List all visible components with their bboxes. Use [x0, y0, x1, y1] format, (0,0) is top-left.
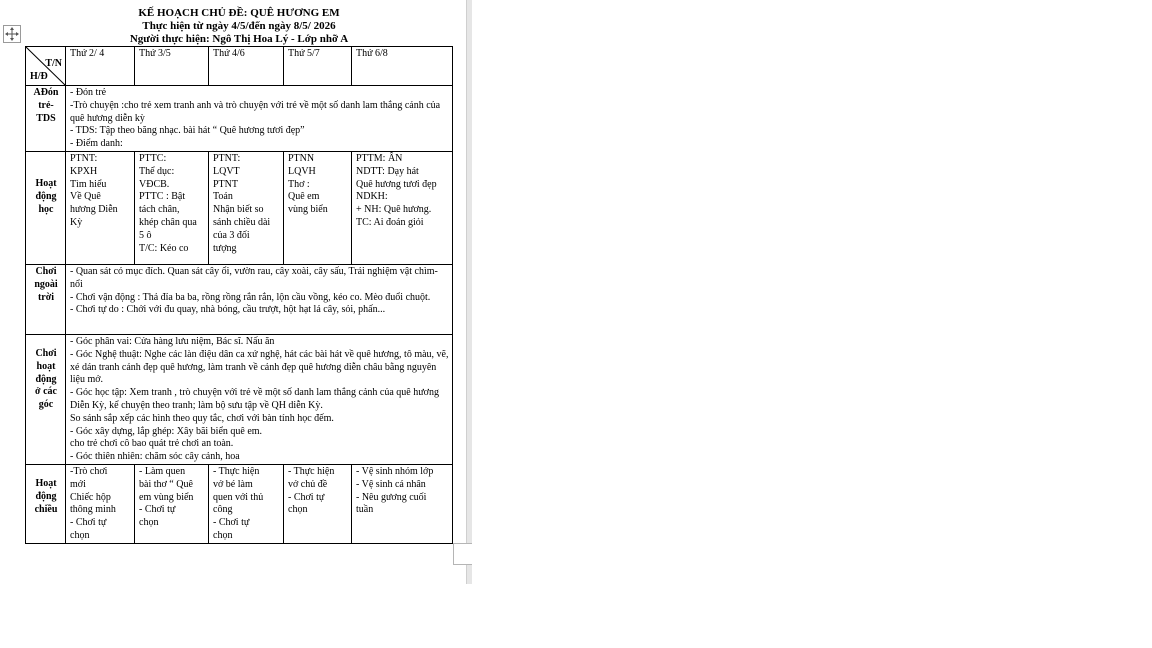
cell-choi-goc [66, 335, 453, 465]
text-line: - Điểm danh: [70, 138, 123, 150]
text-line: - TDS: Tập theo băng nhạc. bài hát “ Quê hương tươi đẹp” [70, 125, 305, 137]
table-move-handle-icon[interactable] [3, 25, 21, 43]
day-header-4: Thứ 5/7 [284, 47, 352, 86]
workspace-background [472, 0, 1152, 648]
text-line: - Chơi vận động : Thả đỉa ba ba, rồng rồng rắn rắn, lộn cầu vồng, kéo co. Mèo đuổi chuột. [70, 291, 431, 303]
plan-teacher: Người thực hiện: Ngô Thị Hoa Lý - Lớp nhỡ A [129, 33, 349, 45]
text-line: - Đón trẻ [70, 87, 107, 98]
text-line: - Góc Nghệ thuật: Nghe các làn điệu dân ca xứ nghệ, hát các bài hát về quê hương, tô màu, vẽ, xé dán tranh cảnh đẹp quê hương, làm tranh về cảnh đẹp quê hương diễn châu bằng nguyên liệu mở. [70, 348, 449, 386]
cell-chieu-thu-2: -Trò chơi mới Chiếc hộp thông minh - Chơi tự chọn [66, 464, 135, 543]
day-header-5: Thứ 6/8 [352, 47, 453, 86]
cell-hoc-thu-2: PTNT: KPXH Tìm hiểu Về Quê hương Diễn Kỳ [66, 152, 135, 265]
row-choi-ngoai-troi [26, 265, 453, 335]
text-line: cho trẻ chơi cô bao quát trẻ chơi an toàn. [70, 438, 234, 450]
row-choi-goc [26, 335, 453, 465]
row-don-tre [26, 86, 453, 152]
plan-dates: Thực hiện từ ngày 4/5/đến ngày 8/5/ 2026 [142, 20, 336, 32]
weekly-plan-table[interactable] [25, 46, 453, 544]
corner-top-label: T/N [45, 58, 62, 69]
text-line: -Trò chuyện :cho trẻ xem tranh anh và trò chuyện với trẻ về một số danh lam thắng cảnh của quê hương diễn kỳ [70, 99, 441, 124]
row-label-hoat-dong-chieu: Hoạt động chiều [26, 464, 66, 543]
cell-choi-ngoai-troi [66, 265, 453, 335]
text-line: - Góc xây dựng, lắp ghép: Xây bãi biển quê em. [70, 425, 263, 437]
table-header-row [26, 47, 453, 86]
text-line: - Góc phân vai: Cửa hàng lưu niệm, Bác sĩ. Nấu ăn [70, 336, 275, 347]
day-header-1: Thứ 2/ 4 [66, 47, 135, 86]
cell-don-tre [66, 86, 453, 152]
day-header-3: Thứ 4/6 [209, 47, 284, 86]
row-label-choi-ngoai-troi: Chơi ngoài trời [26, 265, 66, 335]
row-label-choi-goc: Chơi hoạt động ở các góc [26, 335, 66, 465]
corner-bottom-label: H/Đ [30, 71, 48, 83]
text-line: - Chơi tự do : Chởi với đu quay, nhà bóng, cầu trượt, hột hạt lá cây, sỏi, phấn... [70, 304, 386, 316]
row-label-don-tre: AĐón trẻ- TDS [26, 86, 66, 152]
cell-chieu-thu-4: - Thực hiện vở bé làm quen với thủ công - Chơi tự chọn [209, 464, 284, 543]
text-line: So sánh sắp xếp các hình theo quy tắc, chơi với bàn tính học đếm. [70, 412, 334, 424]
plan-title: KẾ HOẠCH CHỦ ĐỀ: QUÊ HƯƠNG EM [138, 7, 340, 19]
cell-hoc-thu-3: PTTC: Thể dục: VĐCB. PTTC : Bật tách chân, khép chân qua 5 ô T/C: Kéo co [135, 152, 209, 265]
cell-hoc-thu-6: PTTM: ÂN NDTT: Dạy hát Quê hương tươi đẹp NDKH: + NH: Quê hương. TC: Ai đoán giỏi [352, 152, 453, 265]
row-label-hoat-dong-hoc: Hoạt động học [26, 152, 66, 265]
page-corner-marker [453, 543, 472, 565]
day-header-2: Thứ 3/5 [135, 47, 209, 86]
corner-cell [26, 47, 66, 86]
text-line: - Góc thiên nhiên: chăm sóc cây cảnh, hoa [70, 451, 240, 463]
row-hoat-dong-hoc [26, 152, 453, 265]
cell-chieu-thu-5: - Thực hiện vở chủ đề - Chơi tự chọn [284, 464, 352, 543]
cell-chieu-thu-6: - Vệ sinh nhóm lớp - Vệ sinh cá nhân - Nêu gương cuối tuần [352, 464, 453, 543]
cell-hoc-thu-4: PTNT: LQVT PTNT Toán Nhận biết so sánh chiều dài của 3 đối tượng [209, 152, 284, 265]
text-line: - Góc học tập: Xem tranh , trò chuyện với trẻ về một số danh lam thắng cảnh của quê hương Diễn Kỳ, kể chuyện theo tranh; làm bộ sưu tập về QH diễn Kỳ. [70, 387, 439, 411]
cell-chieu-thu-3: - Làm quen bài thơ “ Quê em vùng biển - Chơi tự chọn [135, 464, 209, 543]
row-hoat-dong-chieu [26, 464, 453, 543]
plan-header [26, 7, 452, 46]
cell-hoc-thu-5: PTNN LQVH Thơ : Quê em vùng biển [284, 152, 352, 265]
text-line: - Quan sát có mục đích. Quan sát cây ổi, vườn rau, cây xoài, cây sấu, Trải nghiệm vật chìm- nổi [70, 266, 438, 290]
document-page [0, 0, 466, 584]
